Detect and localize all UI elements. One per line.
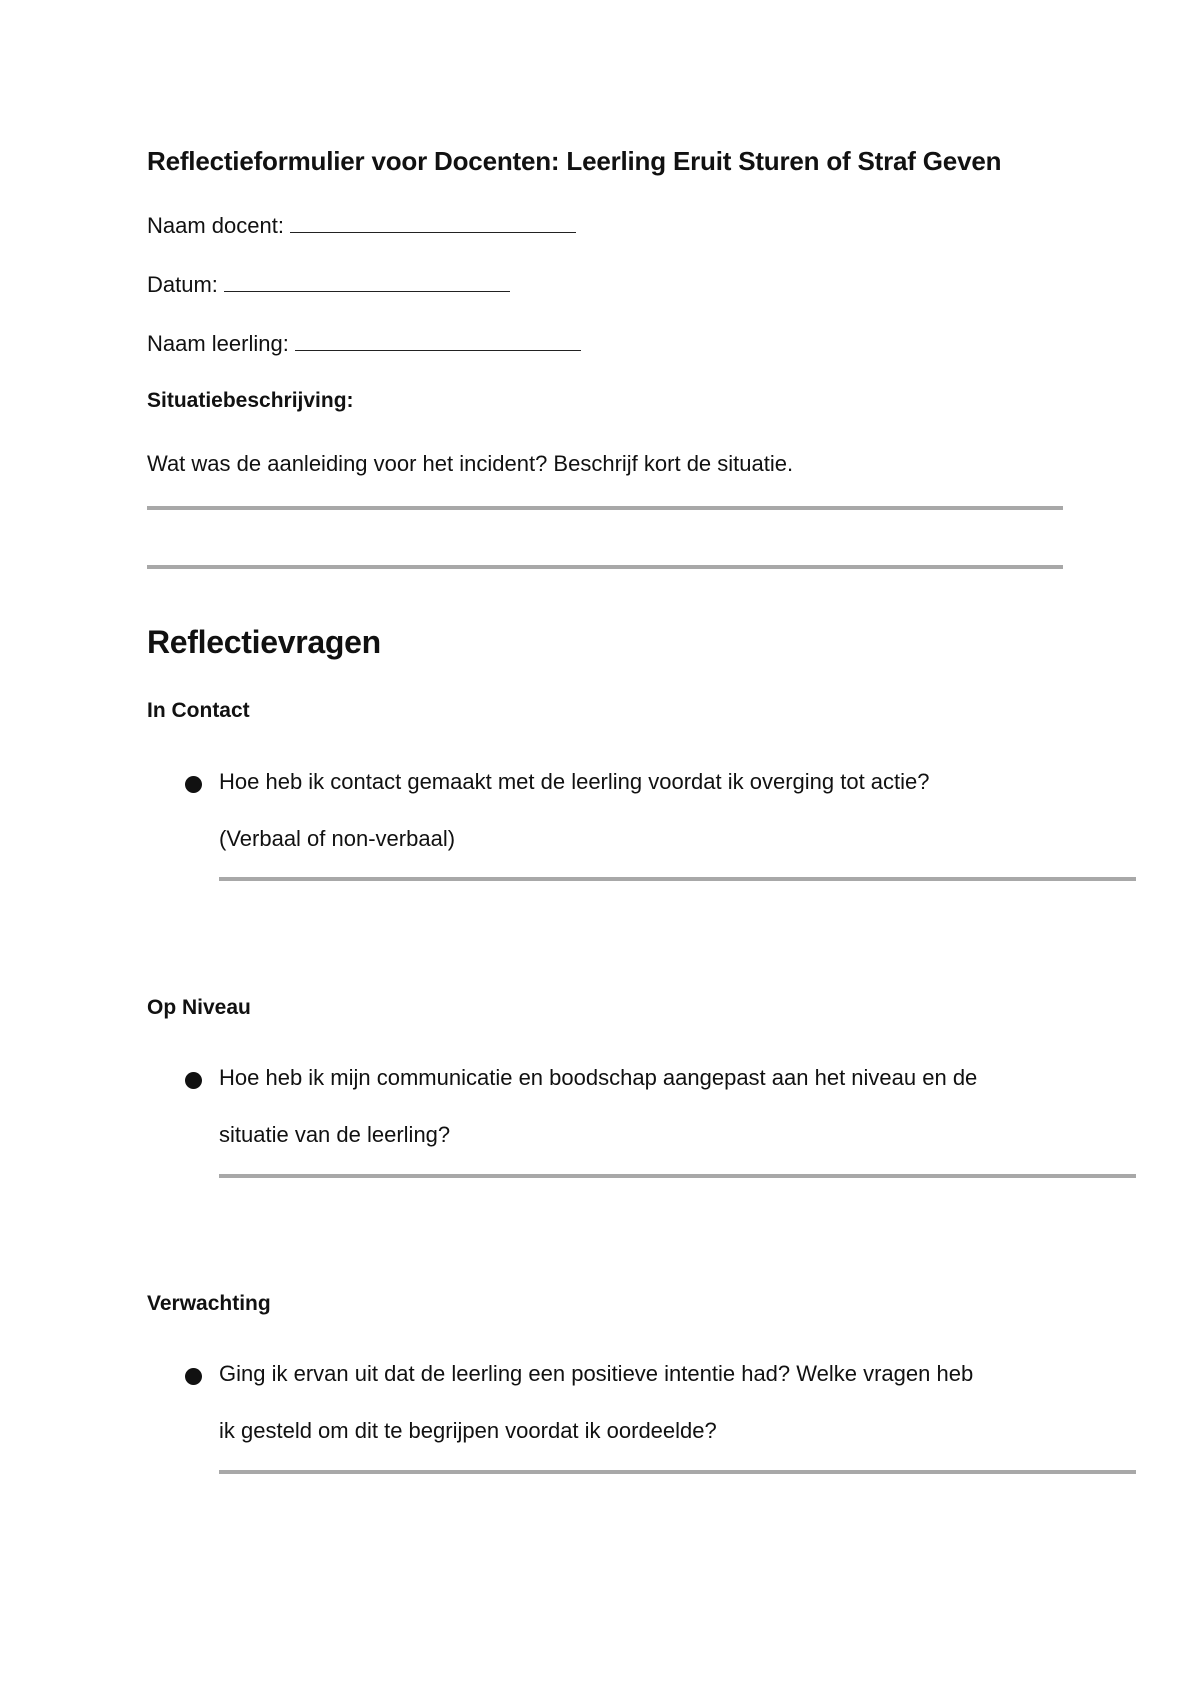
question-in-contact-line-2: (Verbaal of non-verbaal) [219, 826, 456, 851]
question-verwachting-line-1: Ging ik ervan uit dat de leerling een positieve intentie had? Welke vragen heb [219, 1361, 974, 1386]
answer-line-op-niveau[interactable] [219, 1174, 1136, 1178]
date-label: Datum: [147, 272, 218, 297]
answer-line-in-contact[interactable] [219, 877, 1136, 881]
student-name-label: Naam leerling: [147, 331, 289, 356]
situation-heading: Situatiebeschrijving: [147, 389, 354, 412]
date-blank[interactable] [224, 269, 510, 292]
section-heading-op-niveau: Op Niveau [147, 996, 251, 1019]
answer-line-verwachting[interactable] [219, 1470, 1136, 1474]
situation-answer-line-1[interactable] [147, 506, 1063, 510]
student-name-field [147, 328, 581, 357]
reflection-title: Reflectievragen [147, 624, 381, 660]
bullet-icon [185, 776, 202, 793]
section-heading-in-contact: In Contact [147, 699, 250, 722]
teacher-name-blank[interactable] [290, 210, 576, 233]
question-op-niveau-line-2: situatie van de leerling? [219, 1122, 451, 1147]
date-field [147, 269, 510, 298]
form-title: Reflectieformulier voor Docenten: Leerling Eruit Sturen of Straf Geven [147, 146, 1002, 176]
situation-answer-line-2[interactable] [147, 565, 1063, 569]
situation-prompt: Wat was de aanleiding voor het incident? Beschrijf kort de situatie. [147, 451, 794, 476]
teacher-name-field [147, 210, 576, 239]
question-op-niveau-line-1: Hoe heb ik mijn communicatie en boodschap aangepast aan het niveau en de [219, 1065, 978, 1090]
bullet-icon [185, 1072, 202, 1089]
section-heading-verwachting: Verwachting [147, 1292, 271, 1315]
bullet-icon [185, 1368, 202, 1385]
teacher-name-label: Naam docent: [147, 213, 284, 238]
student-name-blank[interactable] [295, 328, 581, 351]
question-verwachting-line-2: ik gesteld om dit te begrijpen voordat ik oordeelde? [219, 1418, 717, 1443]
question-in-contact-line-1: Hoe heb ik contact gemaakt met de leerling voordat ik overging tot actie? [219, 769, 930, 794]
